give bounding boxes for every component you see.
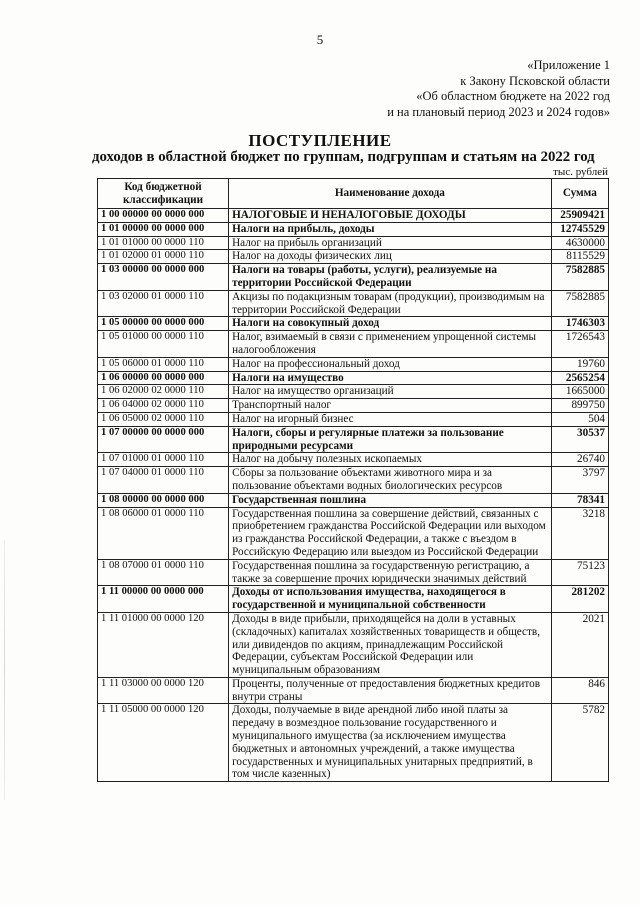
- code-cell: 1 01 00000 00 0000 000: [98, 222, 229, 236]
- code-cell: 1 07 00000 00 0000 000: [98, 426, 229, 453]
- table-row: [98, 559, 609, 586]
- code-cell: 1 06 04000 02 0000 110: [98, 399, 229, 413]
- code-cell: 1 06 00000 00 0000 000: [98, 371, 229, 385]
- sum-cell: 1665000: [551, 385, 608, 399]
- name-cell: Государственная пошлина за государственную регистрацию, а также за совершение прочих юридически значимых действий: [229, 559, 552, 586]
- name-cell: Налоги на имущество: [229, 371, 552, 385]
- appendix-line: и на плановый период 2023 и 2024 годов»: [387, 104, 610, 119]
- appendix-line: к Закону Псковской области: [460, 73, 610, 88]
- sum-cell: 7582885: [551, 264, 608, 291]
- name-cell: Государственная пошлина за совершение действий, связанных с приобретением гражданства Российской Федерации или выходом из гражданства Российской Федерации, а также с въездом в Российскую Федерацию или выездом из Российской Федерации: [229, 507, 552, 559]
- table-row: [98, 704, 609, 782]
- sum-cell: 75123: [551, 559, 608, 586]
- document-subtitle: доходов в областной бюджет по группам, подгруппам и статьям на 2022 год: [92, 149, 595, 165]
- sum-cell: 78341: [551, 493, 608, 507]
- name-cell: Налог на игорный бизнес: [229, 412, 552, 426]
- column-header-code: Код бюджетной классификации: [98, 179, 229, 209]
- name-cell: Транспортный налог: [229, 399, 552, 413]
- page-number: 5: [316, 32, 324, 47]
- table-body: [98, 209, 609, 782]
- code-cell: 1 07 04000 01 0000 110: [98, 467, 229, 494]
- scan-edge-mark: [4, 540, 5, 800]
- name-cell: Акцизы по подакцизным товарам (продукции), производимым на территории Российской Федерации: [229, 290, 552, 317]
- table-row: [98, 357, 609, 371]
- document-title: ПОСТУПЛЕНИЕ: [248, 131, 392, 150]
- column-header-name: Наименование дохода: [229, 179, 552, 209]
- code-cell: 1 11 05000 00 0000 120: [98, 704, 229, 782]
- sum-cell: 26740: [551, 453, 608, 467]
- appendix-line: «Об областном бюджете на 2022 год: [416, 89, 610, 103]
- table-row: [98, 467, 609, 494]
- sum-cell: 12745529: [551, 222, 608, 236]
- table-row: [98, 412, 609, 426]
- appendix-heading: [387, 58, 610, 120]
- name-cell: Доходы в виде прибыли, приходящейся на доли в уставных (складочных) капиталах хозяйственных товариществ и обществ, или дивидендов по акциям, принадлежащим Российской Федерации, субъектам Российской Федерации или муниципальным образованиям: [229, 612, 552, 677]
- code-cell: 1 05 00000 00 0000 000: [98, 317, 229, 331]
- sum-cell: 30537: [551, 426, 608, 453]
- name-cell: НАЛОГОВЫЕ И НЕНАЛОГОВЫЕ ДОХОДЫ: [229, 209, 552, 223]
- name-cell: Проценты, полученные от предоставления бюджетных кредитов внутри страны: [229, 677, 552, 704]
- table-row: [98, 399, 609, 413]
- name-cell: Государственная пошлина: [229, 493, 552, 507]
- code-cell: 1 06 02000 02 0000 110: [98, 385, 229, 399]
- code-cell: 1 08 00000 00 0000 000: [98, 493, 229, 507]
- table-row: [98, 677, 609, 704]
- name-cell: Доходы от использования имущества, находящегося в государственной и муниципальной собственности: [229, 586, 552, 613]
- sum-cell: 5782: [551, 704, 608, 782]
- code-cell: 1 06 05000 02 0000 110: [98, 412, 229, 426]
- code-cell: 1 01 02000 01 0000 110: [98, 250, 229, 264]
- table-row: [98, 264, 609, 291]
- name-cell: Налоги, сборы и регулярные платежи за пользование природными ресурсами: [229, 426, 552, 453]
- column-header-sum: Сумма: [551, 179, 608, 209]
- sum-cell: 3218: [551, 507, 608, 559]
- name-cell: Налог на прибыль организаций: [229, 236, 552, 250]
- code-cell: 1 11 00000 00 0000 000: [98, 586, 229, 613]
- table-row: [98, 453, 609, 467]
- unit-label: тыс. рублей: [553, 166, 608, 178]
- code-cell: 1 07 01000 01 0000 110: [98, 453, 229, 467]
- sum-cell: 8115529: [551, 250, 608, 264]
- table-row: [98, 507, 609, 559]
- code-cell: 1 05 06000 01 0000 110: [98, 357, 229, 371]
- code-cell: 1 11 03000 00 0000 120: [98, 677, 229, 704]
- table-row: [98, 236, 609, 250]
- table-row: [98, 612, 609, 677]
- name-cell: Налоги на прибыль, доходы: [229, 222, 552, 236]
- name-cell: Налоги на совокупный доход: [229, 317, 552, 331]
- table-header-row: [98, 179, 609, 209]
- name-cell: Налоги на товары (работы, услуги), реализуемые на территории Российской Федерации: [229, 264, 552, 291]
- sum-cell: 7582885: [551, 290, 608, 317]
- sum-cell: 504: [551, 412, 608, 426]
- sum-cell: 4630000: [551, 236, 608, 250]
- sum-cell: 25909421: [551, 209, 608, 223]
- sum-cell: 846: [551, 677, 608, 704]
- sum-cell: 281202: [551, 586, 608, 613]
- sum-cell: 899750: [551, 399, 608, 413]
- table-row: [98, 385, 609, 399]
- name-cell: Налог на доходы физических лиц: [229, 250, 552, 264]
- name-cell: Налог на имущество организаций: [229, 385, 552, 399]
- code-cell: 1 01 01000 00 0000 110: [98, 236, 229, 250]
- name-cell: Налог на добычу полезных ископаемых: [229, 453, 552, 467]
- code-cell: 1 08 07000 01 0000 110: [98, 559, 229, 586]
- sum-cell: 19760: [551, 357, 608, 371]
- name-cell: Доходы, получаемые в виде арендной либо иной платы за передачу в возмездное пользование государственного и муниципального имущества (за исключением имущества бюджетных и автономных учреждений, а также имущества государственных и муниципальных унитарных предприятий, в том числе казенных): [229, 704, 552, 782]
- table-row: [98, 586, 609, 613]
- table-row: [98, 317, 609, 331]
- name-cell: Налог, взимаемый в связи с применением упрощенной системы налогообложения: [229, 331, 552, 358]
- code-cell: 1 03 00000 00 0000 000: [98, 264, 229, 291]
- name-cell: Налог на профессиональный доход: [229, 357, 552, 371]
- code-cell: 1 03 02000 01 0000 110: [98, 290, 229, 317]
- table-row: [98, 493, 609, 507]
- sum-cell: 1746303: [551, 317, 608, 331]
- table-row: [98, 250, 609, 264]
- code-cell: 1 00 00000 00 0000 000: [98, 209, 229, 223]
- table-row: [98, 426, 609, 453]
- sum-cell: 2021: [551, 612, 608, 677]
- code-cell: 1 11 01000 00 0000 120: [98, 612, 229, 677]
- name-cell: Сборы за пользование объектами животного мира и за пользование объектами водных биологических ресурсов: [229, 467, 552, 494]
- sum-cell: 2565254: [551, 371, 608, 385]
- table-row: [98, 222, 609, 236]
- table-row: [98, 290, 609, 317]
- code-cell: 1 08 06000 01 0000 110: [98, 507, 229, 559]
- table-row: [98, 331, 609, 358]
- sum-cell: 3797: [551, 467, 608, 494]
- code-cell: 1 05 01000 00 0000 110: [98, 331, 229, 358]
- table-row: [98, 209, 609, 223]
- revenue-table: [97, 178, 609, 782]
- appendix-line: «Приложение 1: [527, 58, 610, 72]
- table-row: [98, 371, 609, 385]
- sum-cell: 1726543: [551, 331, 608, 358]
